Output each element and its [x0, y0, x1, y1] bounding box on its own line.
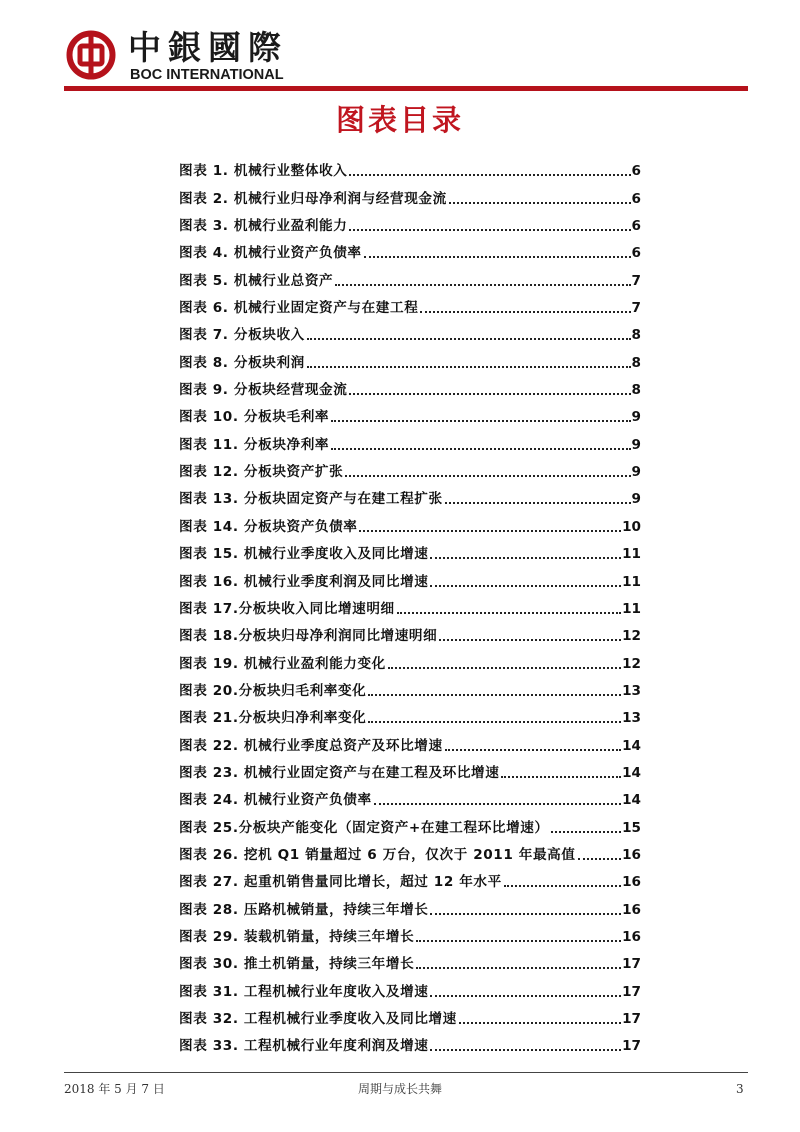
- toc-entry[interactable]: [179, 699, 641, 726]
- toc-entry-label: 图表 9. 分板块经营现金流: [179, 382, 348, 399]
- toc-entry-page: 14: [622, 792, 641, 809]
- toc-entry-label: 图表 6. 机械行业固定资产与在建工程: [179, 300, 419, 317]
- toc-entry-page: 9: [631, 436, 641, 453]
- toc-entry-label: 图表 33. 工程机械行业年度利润及增速: [179, 1038, 429, 1055]
- toc-entry-label: 图表 20.分板块归毛利率变化: [179, 682, 367, 699]
- toc-entry-label: 图表 27. 起重机销售量同比增长，超过 12 年水平: [179, 874, 502, 891]
- toc-entry-label: 图表 12. 分板块资产扩张: [179, 464, 344, 481]
- toc-entry-page: 16: [622, 928, 641, 945]
- toc-entry[interactable]: [179, 289, 641, 316]
- toc-dot-leader: [359, 530, 621, 532]
- header-divider: [64, 86, 748, 91]
- toc-dot-leader: [388, 667, 621, 669]
- boc-logo-icon: [66, 30, 116, 80]
- toc-dot-leader: [349, 229, 630, 231]
- toc-entry[interactable]: [179, 398, 641, 425]
- toc-entry-page: 16: [622, 874, 641, 891]
- toc-dot-leader: [307, 338, 631, 340]
- toc-entry-page: 16: [622, 846, 641, 863]
- toc-entry-label: 图表 13. 分板块固定资产与在建工程扩张: [179, 491, 443, 508]
- toc-dot-leader: [345, 475, 630, 477]
- toc-entry[interactable]: [179, 726, 641, 753]
- toc-entry-label: 图表 11. 分板块净利率: [179, 436, 330, 453]
- toc-dot-leader: [307, 366, 631, 368]
- toc-dot-leader: [430, 913, 621, 915]
- footer-page-number: 3: [736, 1082, 744, 1096]
- toc-dot-leader: [420, 311, 630, 313]
- toc-entry-label: 图表 21.分板块归净利率变化: [179, 710, 367, 727]
- toc-dot-leader: [504, 885, 621, 887]
- toc-entry-label: 图表 7. 分板块收入: [179, 327, 305, 344]
- table-of-figures: [179, 152, 641, 1054]
- toc-entry[interactable]: [179, 590, 641, 617]
- toc-entry-page: 17: [622, 1011, 641, 1027]
- toc-dot-leader: [430, 585, 621, 587]
- toc-entry-page: 11: [622, 600, 641, 617]
- toc-entry-label: 图表 14. 分板块资产负债率: [179, 518, 358, 535]
- toc-entry[interactable]: [179, 207, 641, 234]
- toc-entry-page: 6: [631, 190, 641, 207]
- toc-dot-leader: [551, 831, 621, 833]
- toc-entry-page: 9: [631, 464, 641, 481]
- toc-entry-label: 图表 23. 机械行业固定资产与在建工程及环比增速: [179, 764, 500, 781]
- toc-entry-page: 6: [631, 163, 641, 180]
- toc-entry-page: 14: [622, 764, 641, 781]
- toc-entry[interactable]: [179, 808, 641, 835]
- toc-entry[interactable]: [179, 945, 641, 972]
- toc-entry[interactable]: [179, 480, 641, 507]
- toc-entry-label: 图表 8. 分板块利润: [179, 354, 305, 371]
- toc-dot-leader: [335, 284, 630, 286]
- toc-entry-page: 6: [631, 245, 641, 262]
- toc-entry-page: 6: [631, 218, 641, 235]
- toc-entry[interactable]: [179, 179, 641, 206]
- toc-entry-label: 图表 5. 机械行业总资产: [179, 272, 334, 289]
- toc-entry-label: 图表 32. 工程机械行业季度收入及同比增速: [179, 1011, 457, 1027]
- toc-entry[interactable]: [179, 863, 641, 890]
- toc-dot-leader: [578, 858, 622, 860]
- footer-divider: [64, 1072, 748, 1073]
- toc-entry-page: 17: [622, 956, 641, 973]
- toc-dot-leader: [430, 557, 621, 559]
- toc-dot-leader: [374, 803, 621, 805]
- logo-chinese-name: 中銀國際: [128, 28, 288, 67]
- toc-entry-label: 图表 28. 压路机械销量，持续三年增长: [179, 901, 429, 918]
- toc-entry[interactable]: [179, 836, 641, 863]
- toc-entry[interactable]: [179, 453, 641, 480]
- toc-entry-page: 17: [622, 1038, 641, 1055]
- toc-entry-page: 11: [622, 546, 641, 563]
- toc-dot-leader: [349, 393, 630, 395]
- toc-entry-page: 15: [622, 819, 641, 836]
- toc-entry-label: 图表 30. 推土机销量，持续三年增长: [179, 956, 415, 973]
- toc-entry-page: 7: [631, 272, 641, 289]
- toc-entry-page: 10: [622, 518, 641, 535]
- toc-entry[interactable]: [179, 1027, 641, 1054]
- toc-entry-label: 图表 17.分板块收入同比增速明细: [179, 600, 395, 617]
- toc-dot-leader: [349, 174, 630, 176]
- toc-entry-label: 图表 25.分板块产能变化（固定资产+在建工程环比增速）: [179, 819, 549, 836]
- toc-entry[interactable]: [179, 343, 641, 370]
- toc-entry-label: 图表 22. 机械行业季度总资产及环比增速: [179, 737, 443, 754]
- toc-entry-label: 图表 31. 工程机械行业年度收入及增速: [179, 983, 429, 1000]
- toc-entry[interactable]: [179, 234, 641, 261]
- toc-entry-page: 9: [631, 409, 641, 426]
- toc-dot-leader: [397, 612, 621, 614]
- toc-entry-page: 8: [631, 327, 641, 344]
- toc-entry-label: 图表 3. 机械行业盈利能力: [179, 218, 348, 235]
- toc-entry-page: 17: [622, 983, 641, 1000]
- toc-entry[interactable]: [179, 644, 641, 671]
- toc-entry[interactable]: [179, 754, 641, 781]
- toc-entry-label: 图表 19. 机械行业盈利能力变化: [179, 655, 386, 672]
- toc-entry[interactable]: [179, 371, 641, 398]
- toc-entry-label: 图表 24. 机械行业资产负债率: [179, 792, 372, 809]
- toc-entry[interactable]: [179, 261, 641, 288]
- toc-dot-leader: [416, 940, 621, 942]
- toc-entry[interactable]: [179, 535, 641, 562]
- toc-dot-leader: [439, 639, 621, 641]
- toc-dot-leader: [416, 967, 621, 969]
- toc-entry-label: 图表 4. 机械行业资产负债率: [179, 245, 362, 262]
- toc-entry-page: 12: [622, 628, 641, 645]
- toc-entry-label: 图表 29. 装载机销量，持续三年增长: [179, 928, 415, 945]
- toc-dot-leader: [368, 721, 621, 723]
- toc-dot-leader: [331, 420, 630, 422]
- toc-entry[interactable]: [179, 562, 641, 589]
- toc-dot-leader: [430, 995, 621, 997]
- toc-entry[interactable]: [179, 507, 641, 534]
- toc-entry-label: 图表 1. 机械行业整体收入: [179, 163, 348, 180]
- toc-entry[interactable]: [179, 617, 641, 644]
- toc-entry-page: 13: [622, 710, 641, 727]
- page-header: [64, 28, 744, 94]
- toc-entry-page: 14: [622, 737, 641, 754]
- toc-entry-page: 12: [622, 655, 641, 672]
- toc-entry-page: 13: [622, 682, 641, 699]
- toc-dot-leader: [368, 694, 621, 696]
- toc-dot-leader: [445, 502, 631, 504]
- toc-dot-leader: [430, 1049, 621, 1051]
- toc-entry-page: 8: [631, 382, 641, 399]
- toc-entry[interactable]: [179, 672, 641, 699]
- toc-entry-page: 8: [631, 354, 641, 371]
- toc-entry-page: 9: [631, 491, 641, 508]
- toc-entry[interactable]: [179, 152, 641, 179]
- toc-entry[interactable]: [179, 425, 641, 452]
- toc-entry-label: 图表 15. 机械行业季度收入及同比增速: [179, 546, 429, 563]
- toc-dot-leader: [449, 202, 631, 204]
- footer-slogan: 周期与成长共舞: [357, 1082, 442, 1096]
- logo-english-name: BOC INTERNATIONAL: [130, 67, 284, 83]
- toc-dot-leader: [459, 1022, 621, 1024]
- toc-entry-label: 图表 26. 挖机 Q1 销量超过 6 万台，仅次于 2011 年最高值: [179, 846, 576, 863]
- toc-entry[interactable]: [179, 1000, 641, 1027]
- toc-entry-page: 11: [622, 573, 641, 590]
- toc-entry-page: 16: [622, 901, 641, 918]
- toc-dot-leader: [445, 749, 621, 751]
- toc-entry-label: 图表 18.分板块归母净利润同比增速明细: [179, 628, 438, 645]
- toc-entry[interactable]: [179, 781, 641, 808]
- footer-date: 2018 年 5 月 7 日: [64, 1082, 165, 1096]
- toc-dot-leader: [331, 448, 630, 450]
- toc-entry[interactable]: [179, 890, 641, 917]
- toc-entry-label: 图表 10. 分板块毛利率: [179, 409, 330, 426]
- toc-dot-leader: [501, 776, 621, 778]
- toc-dot-leader: [364, 256, 631, 258]
- toc-entry[interactable]: [179, 972, 641, 999]
- toc-entry[interactable]: [179, 918, 641, 945]
- toc-entry-label: 图表 2. 机械行业归母净利润与经营现金流: [179, 190, 447, 207]
- toc-entry-label: 图表 16. 机械行业季度利润及同比增速: [179, 573, 429, 590]
- toc-entry-page: 7: [631, 300, 641, 317]
- page-title: 图表目录: [335, 103, 464, 137]
- toc-entry[interactable]: [179, 316, 641, 343]
